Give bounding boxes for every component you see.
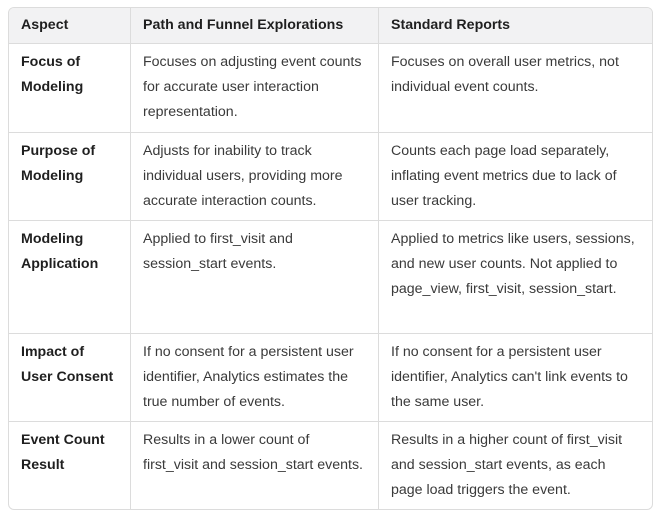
table-row	[9, 221, 652, 334]
path-funnel-cell: Results in a lower count of first_visit and session_start events.	[131, 422, 379, 509]
path-funnel-cell: Adjusts for inability to track individual users, providing more accurate interaction counts.	[131, 133, 379, 221]
comparison-table-container	[8, 7, 651, 510]
standard-reports-cell: If no consent for a persistent user identifier, Analytics can't link events to the same user.	[379, 334, 652, 422]
table-header	[9, 8, 652, 44]
header-aspect: Aspect	[9, 8, 131, 44]
table-row	[9, 44, 652, 133]
path-funnel-cell: Applied to first_visit and session_start events.	[131, 221, 379, 334]
table-row	[9, 133, 652, 221]
aspect-cell: Modeling Application	[9, 221, 131, 334]
aspect-cell: Event Count Result	[9, 422, 131, 509]
header-row	[9, 8, 652, 44]
header-path-funnel: Path and Funnel Explorations	[131, 8, 379, 44]
standard-reports-cell: Applied to metrics like users, sessions, and new user counts. Not applied to page_view, first_visit, session_start.	[379, 221, 652, 334]
standard-reports-cell: Focuses on overall user metrics, not individual event counts.	[379, 44, 652, 133]
table-body	[9, 44, 652, 509]
comparison-table	[8, 7, 653, 510]
aspect-cell: Focus of Modeling	[9, 44, 131, 133]
path-funnel-cell: Focuses on adjusting event counts for accurate user interaction representation.	[131, 44, 379, 133]
table-row	[9, 422, 652, 509]
standard-reports-cell: Results in a higher count of first_visit and session_start events, as each page load triggers the event.	[391, 432, 623, 498]
path-funnel-cell: If no consent for a persistent user identifier, Analytics estimates the true number of events.	[131, 334, 379, 422]
header-standard-reports: Standard Reports	[379, 8, 652, 44]
aspect-cell: Impact of User Consent	[9, 334, 131, 422]
aspect-cell: Purpose of Modeling	[9, 133, 131, 221]
table-row	[9, 334, 652, 422]
standard-reports-cell: Counts each page load separately, inflating event metrics due to lack of user tracking.	[379, 133, 652, 221]
